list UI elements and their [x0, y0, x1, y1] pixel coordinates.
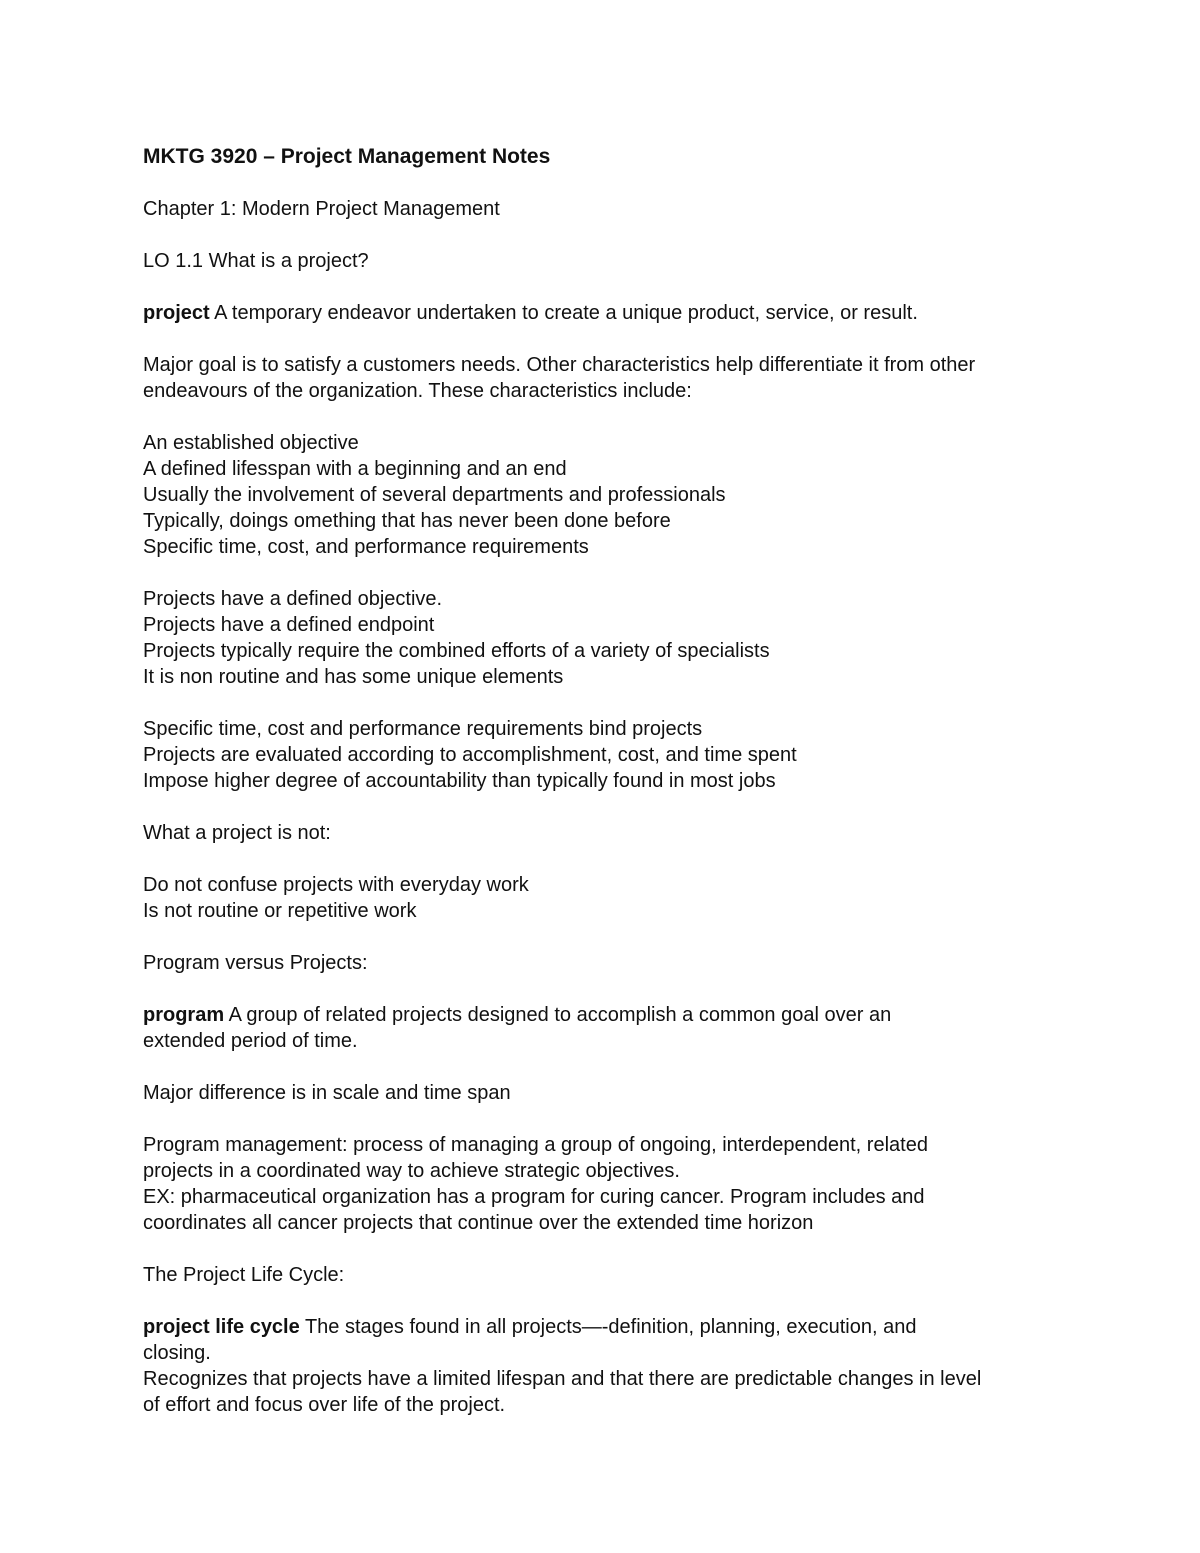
- list-item: It is non routine and has some unique elements: [143, 666, 564, 688]
- project-term: project: [143, 302, 210, 324]
- list-item: Specific time, cost and performance requirements bind projects: [143, 718, 703, 740]
- paragraph-line: endeavours of the organization. These characteristics include:: [143, 380, 692, 402]
- list-item: Projects have a defined endpoint: [143, 614, 435, 636]
- paragraph-line: projects in a coordinated way to achieve strategic objectives.: [143, 1160, 680, 1182]
- list-item: Typically, doings omething that has never been done before: [143, 510, 671, 532]
- paragraph-line: of effort and focus over life of the project.: [143, 1394, 506, 1416]
- paragraph-line: Recognizes that projects have a limited lifespan and that there are predictable changes in level: [143, 1368, 982, 1390]
- document-body: [143, 144, 1083, 1418]
- paragraph-line: Program management: process of managing a group of ongoing, interdependent, related: [143, 1134, 928, 1156]
- list-item: Is not routine or repetitive work: [143, 900, 417, 922]
- list-item: Usually the involvement of several departments and professionals: [143, 484, 726, 506]
- life-cycle-heading: The Project Life Cycle:: [143, 1264, 345, 1286]
- program-heading: Program versus Projects:: [143, 952, 368, 974]
- not-list: [143, 872, 1083, 924]
- list-item: A defined lifesspan with a beginning and an end: [143, 458, 567, 480]
- program-definition: [143, 1002, 1083, 1054]
- program-definition-text: A group of related projects designed to accomplish a common goal over an: [224, 1004, 892, 1026]
- paragraph-line: EX: pharmaceutical organization has a program for curing cancer. Program includes and: [143, 1186, 925, 1208]
- paragraph-line: Major goal is to satisfy a customers needs. Other characteristics help differentiate it from other: [143, 354, 976, 376]
- life-cycle-term: project life cycle: [143, 1316, 300, 1338]
- list-item: Impose higher degree of accountability than typically found in most jobs: [143, 770, 776, 792]
- paragraph-line: [143, 1002, 1083, 1028]
- paragraph-line: closing.: [143, 1342, 211, 1364]
- program-management-paragraph: [143, 1132, 1083, 1236]
- list-item: Projects have a defined objective.: [143, 588, 443, 610]
- learning-objective-heading: LO 1.1 What is a project?: [143, 250, 369, 272]
- document-title: MKTG 3920 – Project Management Notes: [143, 145, 551, 168]
- paragraph-line: coordinates all cancer projects that continue over the extended time horizon: [143, 1212, 814, 1234]
- project-definition: [143, 300, 1083, 326]
- paragraph-line: extended period of time.: [143, 1030, 358, 1052]
- paragraph-line: [143, 1314, 1083, 1340]
- projects-have-list: [143, 586, 1083, 690]
- list-item: Do not confuse projects with everyday work: [143, 874, 529, 896]
- chapter-heading: Chapter 1: Modern Project Management: [143, 198, 500, 220]
- not-heading: What a project is not:: [143, 822, 331, 844]
- program-term: program: [143, 1004, 225, 1026]
- characteristics-list: [143, 430, 1083, 560]
- life-cycle-definition: [143, 1314, 1083, 1418]
- list-item: Specific time, cost, and performance requirements: [143, 536, 589, 558]
- project-definition-text: A temporary endeavor undertaken to create a unique product, service, or result.: [209, 302, 918, 324]
- list-item: Projects typically require the combined efforts of a variety of specialists: [143, 640, 770, 662]
- major-goal-paragraph: [143, 352, 1083, 404]
- life-cycle-definition-text: The stages found in all projects—-definition, planning, execution, and: [299, 1316, 917, 1338]
- requirements-list: [143, 716, 1083, 794]
- list-item: An established objective: [143, 432, 359, 454]
- major-difference: Major difference is in scale and time span: [143, 1082, 511, 1104]
- list-item: Projects are evaluated according to accomplishment, cost, and time spent: [143, 744, 797, 766]
